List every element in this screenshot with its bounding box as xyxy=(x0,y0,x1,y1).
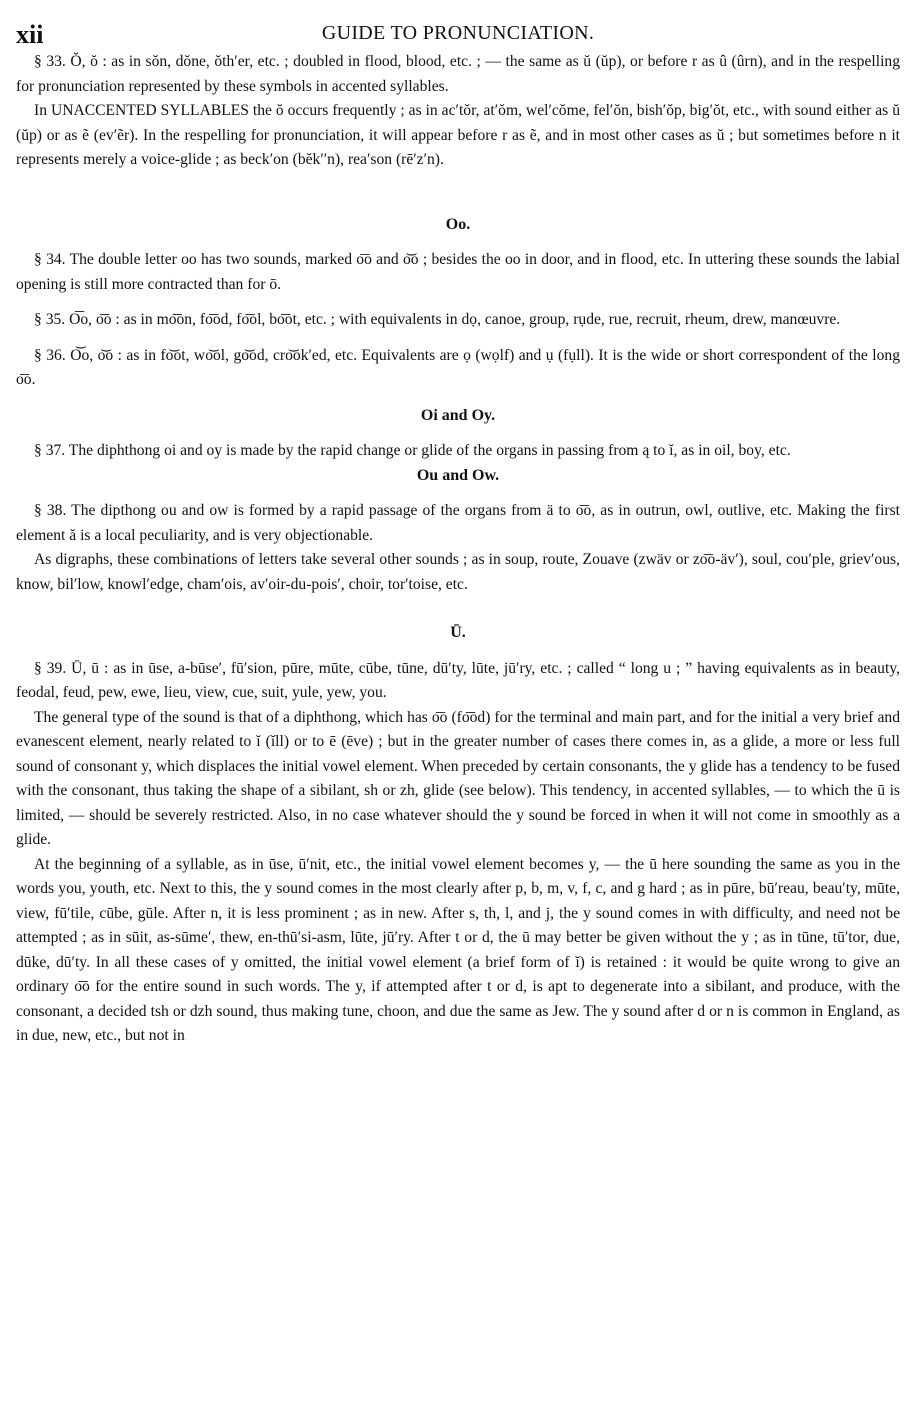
page-body xyxy=(16,50,900,1049)
paragraph-37: § 37. The diphthong oi and oy is made by the rapid change or glide of the organs in passing from ą to ĭ, as in oil, boy, etc. xyxy=(34,442,791,459)
paragraph-39: § 39. Ū, ū : as in ūse, a-būse′, fū′sion, pūre, mūte, cūbe, tūne, dū′ty, lūte, jū′ry, etc. ; called “ long u ; ” having equivalents as in beauty, feodal, feud, pew, ewe, lieu, view, cue, suit, yule, yew, you. xyxy=(16,659,900,701)
page-number: xii xyxy=(16,20,44,49)
paragraph-38: § 38. The dipthong ou and ow is formed by a rapid passage of the organs from ä to o͞o, as in outrun, owl, outlive, etc. Making the first element ă is a local peculiarity, and is very objectionable. xyxy=(16,502,900,544)
page-header xyxy=(16,14,900,50)
paragraph-33: § 33. Ŏ, ŏ : as in sŏn, dŏne, ŏth′er, etc. ; doubled in flood, blood, etc. ; — the same as ŭ (ŭp), or before r as û (ûrn), and in the respelling for pronunciation represented by these symbols in accented syllables. xyxy=(16,53,900,95)
paragraph-33-unaccented: In UNACCENTED SYLLABLES the ŏ occurs frequently ; as in ac′tŏr, at′ŏm, wel′cŏme, fel′ŏn, bish′ŏp, big′ŏt, etc., with sound either as ŭ (ŭp) or as ẽ (ev′ẽr). In the respelling for pronunciation, it will appear before r as ẽ, and in most other cases as ŭ ; but sometimes before n it represents merely a voice-glide ; as beck′on (bĕk′′n), rea′son (rē′z′n). xyxy=(16,102,900,168)
paragraph-35: § 35. O͞o, o͞o : as in mo͞on, fo͞od, fo͞ol, bo͞ot, etc. ; with equivalents in dọ, canoe, group, rụde, rue, recruit, rheum, drew, manœuvre. xyxy=(34,311,841,328)
running-title: GUIDE TO PRONUNCIATION. xyxy=(321,22,595,44)
heading-oo: Oo. xyxy=(445,215,471,233)
heading-oi-oy: Oi and Oy. xyxy=(420,406,496,424)
paragraph-39-general-type: The general type of the sound is that of a diphthong, which has o͞o (fo͞od) for the terminal and main part, and for the initial a very brief and evanescent element, nearly related to ĭ (ĭll) or to ē (ēve) ; but in the greater number of cases there comes in, as a glide, a more or less full sound of consonant y, which displaces the initial vowel element. When preceded by certain consonants, the y glide has a tendency to be fused with the consonant, thus taking the shape of a sibilant, sh or zh, glide (see below). This tendency, in accented syllables, — to which the ū is limited, — should be severely restricted. Also, in no case whatever should the y sound be forced in when it will not come in smoothly as a glide. xyxy=(16,708,900,848)
paragraph-39-beginning: At the beginning of a syllable, as in ūse, ū′nit, etc., the initial vowel element becomes y, — the ū here sounding the same as you in the words you, youth, etc. Next to this, the y sound comes in the most clearly after p, b, m, v, f, c, and g hard ; as in pūre, bū′reau, beau′ty, mūte, view, fū′tile, cūbe, gūle. After n, it is less prominent ; as in new. After s, th, l, and j, the y sound comes in with difficulty, and need not be attempted ; as in sūit, as-sūme′, thew, en-thū′si-asm, lūte, jū′ry. After t or d, the ū may better be given without the y ; as in tūne, tū′tor, due, dūke, dū′ty. In all these cases of y omitted, the initial vowel element (a brief form of ĭ) is retained : it would be quite wrong to give an ordinary o͞o for the entire sound in such words. The y, if attempted after t or d, is apt to degenerate into a sibilant, and produce, with the consonant, a decided tsh or dzh sound, thus making tune, choon, and due the same as Jew. The y sound after d or n is common in England, as in due, new, etc., but not in xyxy=(16,855,900,1044)
paragraph-36: § 36. O͝o, o͝o : as in fo͝ot, wo͝ol, go͝od, cro͝ok′ed, etc. Equivalents are ọ (wọlf) and ụ (fụll). It is the wide or short correspondent of the long o͞o. xyxy=(16,346,900,388)
paragraph-34: § 34. The double letter oo has two sounds, marked o͞o and o͝o ; besides the oo in door, and in flood, etc. In uttering these sounds the labial opening is still more contracted than for ō. xyxy=(16,251,900,293)
heading-ou-ow: Ou and Ow. xyxy=(416,466,500,484)
paragraph-38-digraphs: As digraphs, these combinations of letters take several other sounds ; as in soup, route, Zouave (zwäv or zo͞o-äv′), soul, cou′ple, griev′ous, know, bil′low, knowl′edge, cham′ois, av′oir-du-pois′, choir, tor′toise, etc. xyxy=(16,551,900,593)
heading-u: Ū. xyxy=(450,624,466,641)
